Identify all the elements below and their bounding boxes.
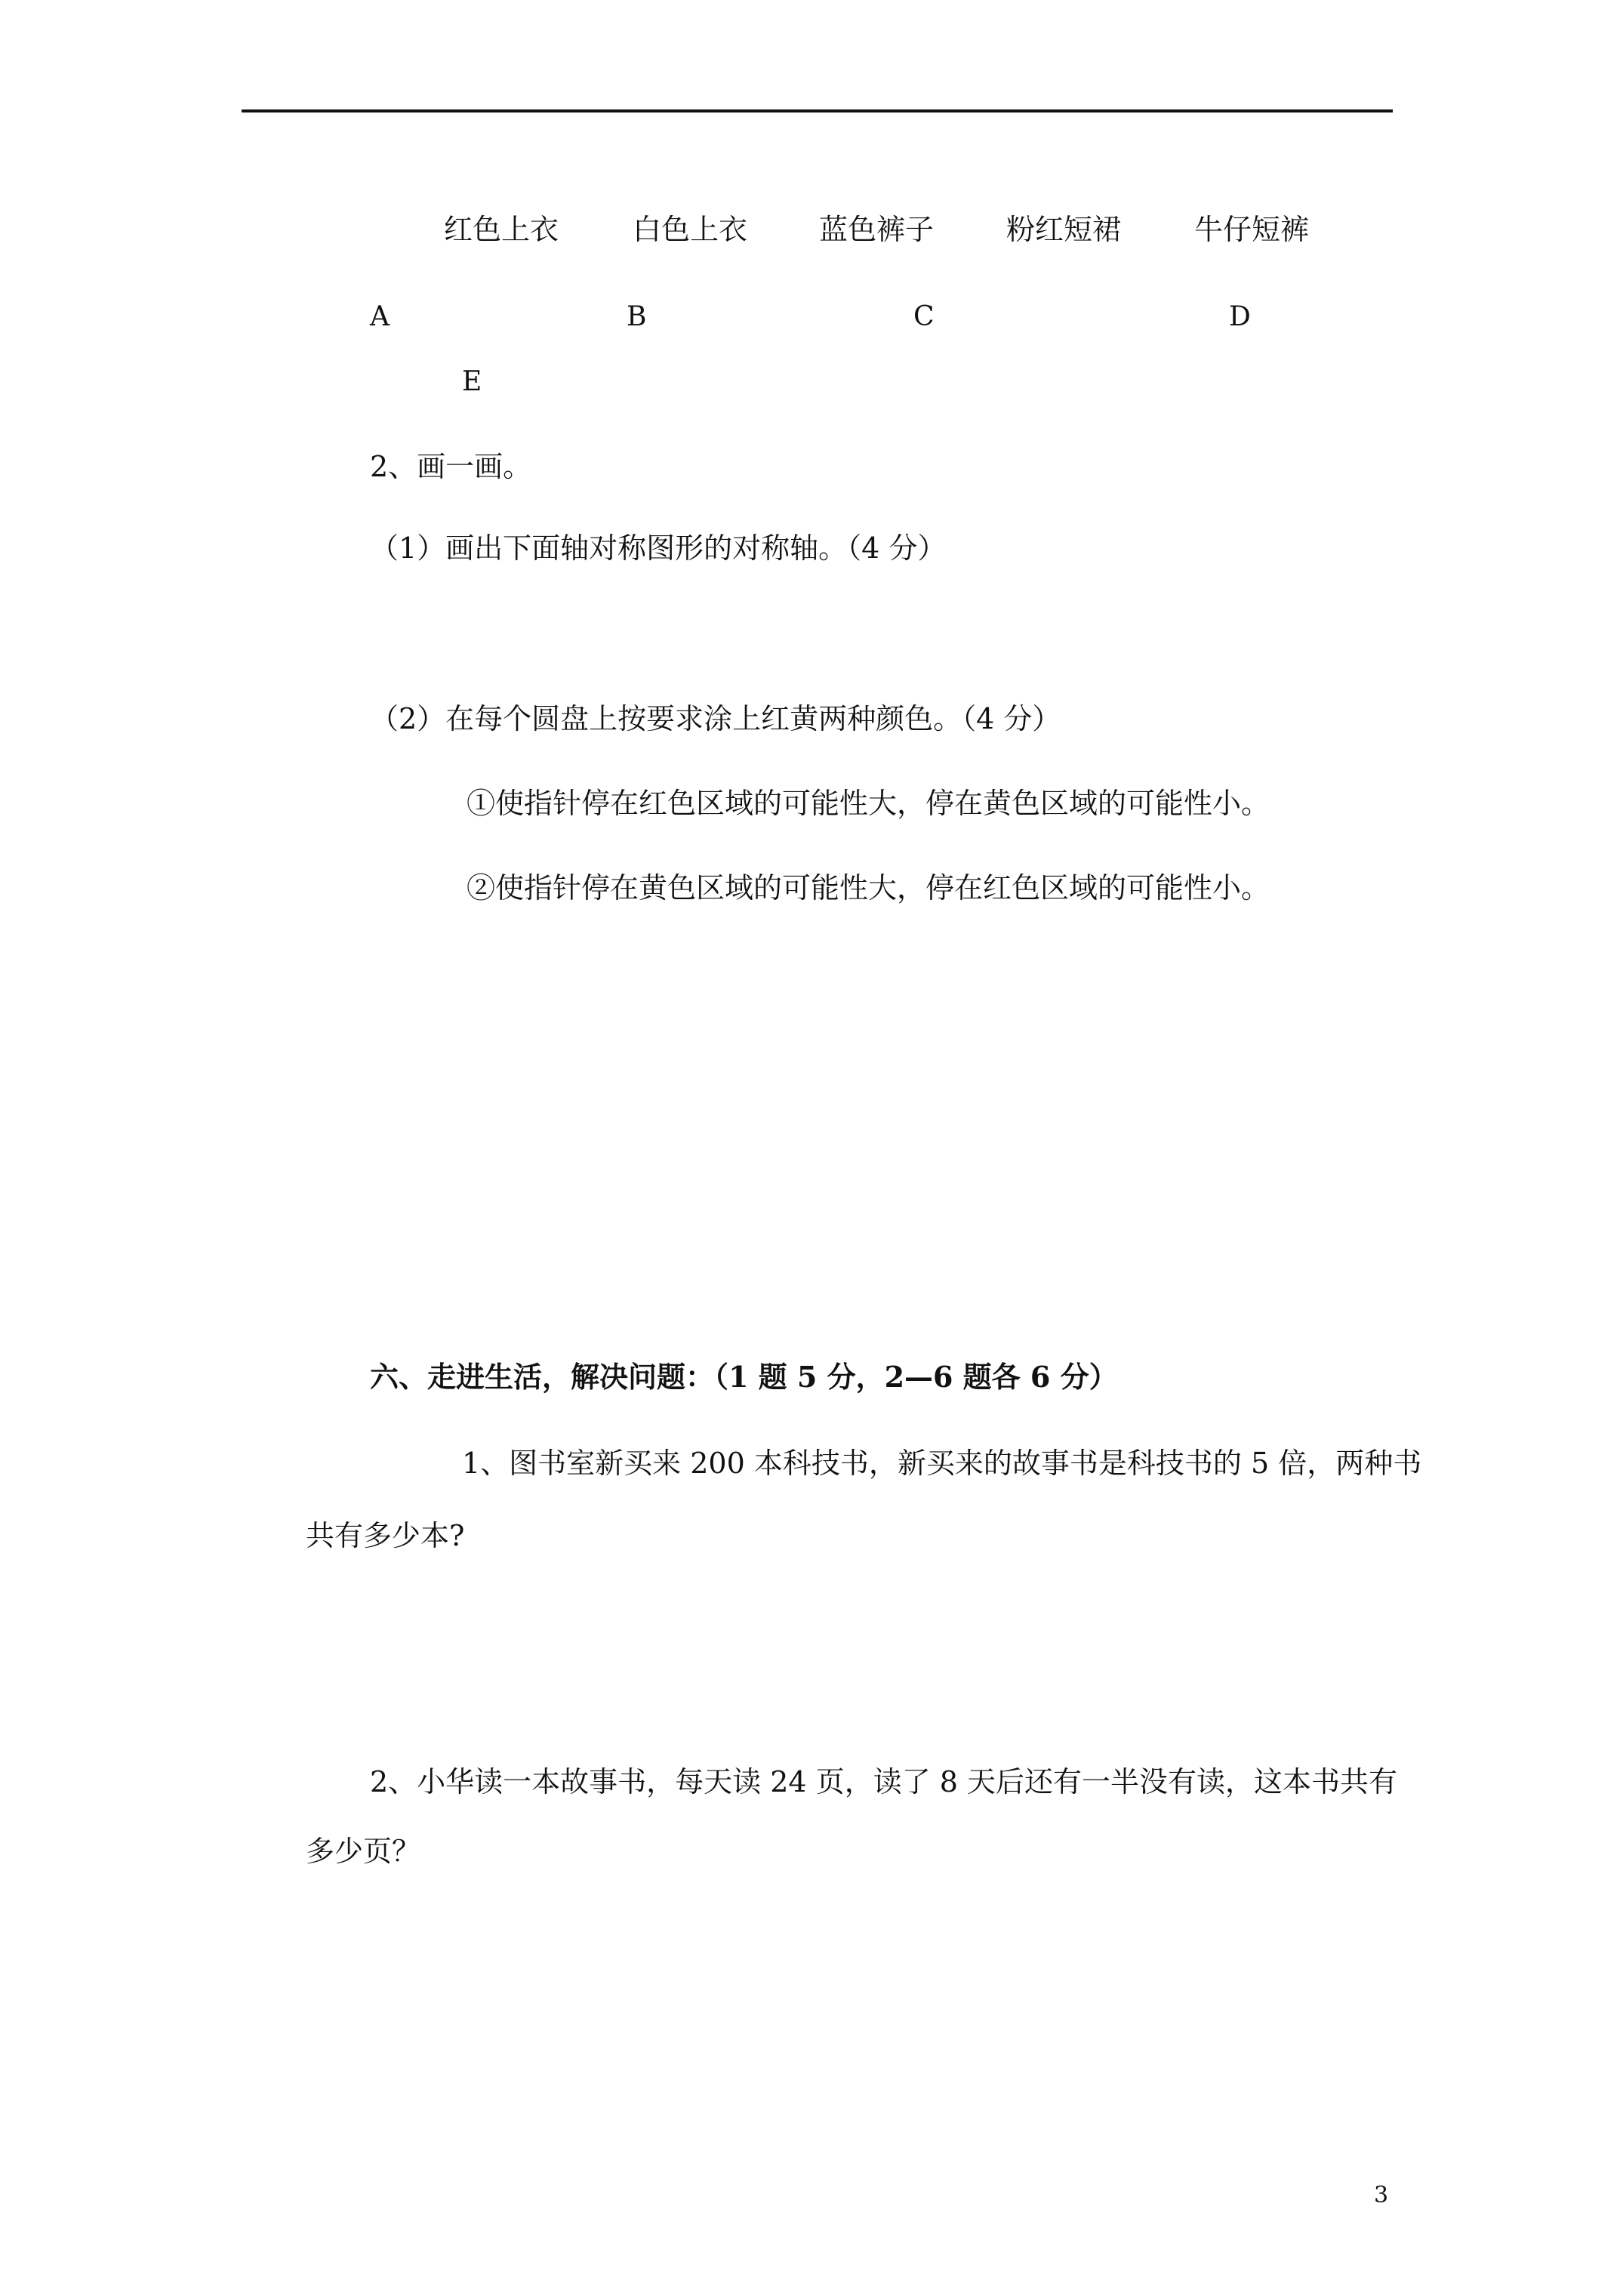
problem2-line1: 2、小华读一本故事书，每天读 24 页，读了 8 天后还有一半没有读，这本书共有	[370, 1765, 1398, 1798]
q2-requirement-1: ①使指针停在红色区域的可能性大，停在黄色区域的可能性小。	[467, 787, 1270, 820]
page-number: 3	[1374, 2182, 1389, 2208]
q2-part1: （1）画出下面轴对称图形的对称轴。（4 分）	[370, 532, 947, 565]
option-label-c: C	[913, 301, 935, 332]
clothing-item-blue-pants: 蓝色裤子	[819, 213, 935, 246]
problem1-line2: 共有多少本?	[306, 1519, 465, 1552]
problem1-line1: 1、图书室新买来 200 本科技书，新买来的故事书是科技书的 5 倍，两种书	[462, 1447, 1422, 1480]
clothing-item-white-top: 白色上衣	[633, 213, 748, 246]
q2-part2: （2）在每个圆盘上按要求涂上红黄两种颜色。（4 分）	[370, 702, 1061, 735]
clothing-item-red-top: 红色上衣	[444, 213, 559, 246]
q2-requirement-2: ②使指针停在黄色区域的可能性大，停在红色区域的可能性小。	[467, 871, 1270, 905]
option-label-b: B	[627, 301, 647, 332]
clothing-item-denim-shorts: 牛仔短裤	[1194, 213, 1310, 246]
option-label-e: E	[462, 366, 482, 397]
header-rule	[242, 109, 1393, 112]
problem2-line2: 多少页？	[306, 1835, 421, 1868]
clothing-item-pink-skirt: 粉红短裙	[1006, 213, 1122, 246]
option-label-a: A	[370, 301, 390, 332]
option-label-d: D	[1229, 301, 1251, 332]
section6-heading: 六、走进生活，解决问题：（1 题 5 分，2—6 题各 6 分）	[370, 1360, 1118, 1394]
q2-heading: 2、画一画。	[370, 450, 532, 483]
